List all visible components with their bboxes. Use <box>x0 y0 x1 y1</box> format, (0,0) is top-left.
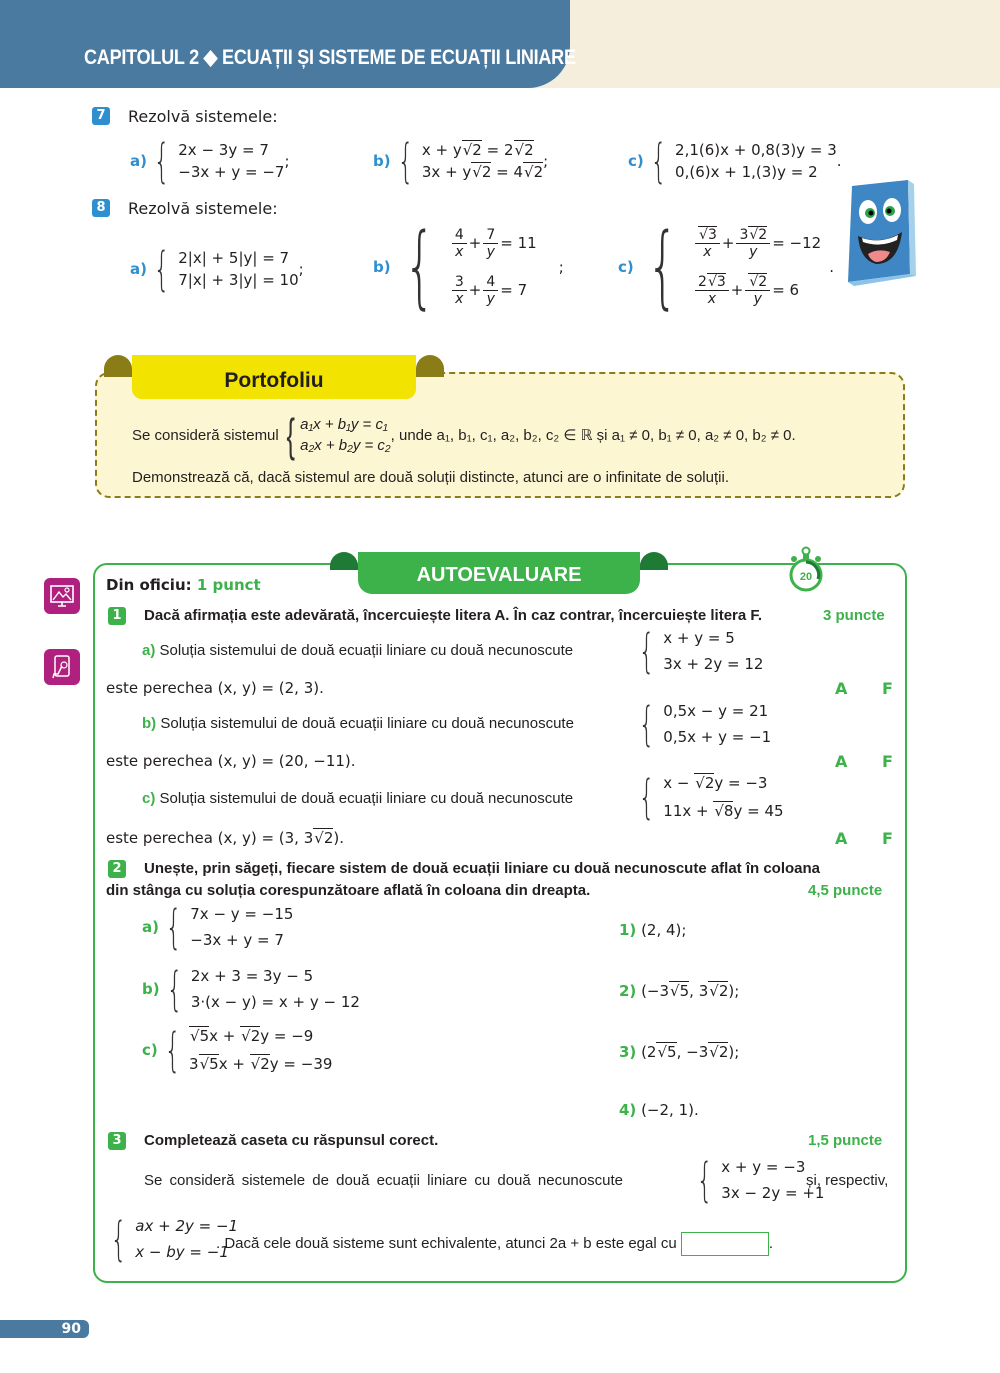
page-number: 90 <box>0 1320 89 1338</box>
root: √ 5 <box>656 1042 676 1061</box>
q1c-system <box>632 770 784 824</box>
chapter-title: CAPITOLUL 2 ◆ ECUAȚII ȘI SISTEME DE ECUAȚII LINIARE <box>84 46 576 69</box>
brace: { <box>696 1153 713 1207</box>
q2-system-b[interactable] <box>142 962 360 1016</box>
q2-system-c[interactable] <box>142 1023 333 1077</box>
q2a-eq2: −3x + y = 7 <box>190 931 284 949</box>
self-evaluation-title: AUTOEVALUARE <box>358 552 640 594</box>
fraction: √ $\frac{2}{y}$ <box>745 274 770 307</box>
portfolio-title: Portofoliu <box>132 355 416 399</box>
ex7c-eq2: 0,(6)x + 1,(3)y = 2 <box>675 163 818 181</box>
q1a-system <box>632 624 764 678</box>
ex8c-eq2: $\frac{2√ 3}{x}$ + √ $\frac{2}{y}$ = 6 <box>693 274 821 307</box>
ex8-label-a: a) <box>130 260 147 278</box>
root: √ 5 <box>669 981 689 1000</box>
ex7b-eq2-root2: √ 2 <box>523 162 543 181</box>
root: √ 2 <box>694 773 714 792</box>
q3-answer-box[interactable] <box>681 1232 769 1256</box>
fraction: $\frac{4}{x}$ <box>452 227 467 260</box>
ex8a-end: ; <box>298 260 304 278</box>
q1c-option-f[interactable]: F <box>882 829 893 848</box>
fraction: $\frac{2√ 3}{x}$ <box>695 274 729 307</box>
ex7c-eq1: 2,1(6)x + 0,8(3)y = 3 <box>675 141 837 159</box>
root: √ 5 <box>189 1026 209 1045</box>
brace: { <box>646 214 679 319</box>
din-oficiu-label: Din oficiu: <box>106 576 192 594</box>
root: √ 8 <box>713 801 733 820</box>
q1c-label: c) <box>142 790 156 807</box>
din-oficiu <box>106 576 261 594</box>
ex7-label-c: c) <box>628 152 644 170</box>
brace: { <box>397 134 414 188</box>
q3-text3: . Dacă cele două sisteme sunt echivalente, atunci 2a + b este egal cu <box>216 1234 677 1252</box>
q3-points: 1,5 puncte <box>808 1132 883 1149</box>
q3-text1: Se consideră sistemele de două ecuații liniare cu două necunoscute <box>144 1172 623 1189</box>
scroll-roll-left <box>330 552 358 570</box>
ex8c-rhs2: = 6 <box>772 281 800 299</box>
q1a-answer: este perechea (x, y) = (2, 3). <box>106 679 324 697</box>
q1c-stem <box>142 790 573 807</box>
ex8-system-c <box>618 214 834 319</box>
ex8a-eq1: 2|x| + 5|y| = 7 <box>178 249 290 267</box>
q2-solution-2[interactable]: 2) (−3√ 5, 3√ 2); <box>619 982 739 1000</box>
interactive-touch-icon[interactable] <box>44 649 80 685</box>
q1c-eq1: x − √ 2y = −3 <box>663 774 783 792</box>
ex7b-eq1-root: √ 2 <box>462 140 482 159</box>
digital-image-icon[interactable] <box>44 578 80 614</box>
ex7-system-a <box>130 134 290 188</box>
ex7-system-c <box>628 134 842 188</box>
q1a-label: a) <box>142 642 156 659</box>
header-band <box>0 0 570 88</box>
root: √ 3 <box>707 273 726 290</box>
q1a-eq2: 3x + 2y = 12 <box>663 655 764 673</box>
q1b-system <box>632 697 772 751</box>
q2-system-a[interactable] <box>142 900 294 954</box>
q2a-eq1: 7x − y = −15 <box>190 905 294 923</box>
q2c-eq1: √ 5x + √ 2y = −9 <box>189 1027 332 1045</box>
root: √ 2 <box>708 1042 728 1061</box>
scroll-roll-right <box>416 355 444 377</box>
root: √ 2 <box>748 226 767 243</box>
fraction: $\frac{3}{x}$ <box>452 274 467 307</box>
q1b-option-a[interactable]: A <box>835 752 848 771</box>
stopwatch-minutes: 20 <box>799 571 813 583</box>
ex8-system-b <box>373 214 564 319</box>
q2c-label: c) <box>142 1041 158 1059</box>
q1-prompt: Dacă afirmația este adevărată, încercuiește litera A. În caz contrar, încercuiește litera F. <box>144 607 763 624</box>
exercise-7-badge: 7 <box>92 107 110 125</box>
ex7-label-b: b) <box>373 152 391 170</box>
q1c-option-a[interactable]: A <box>835 829 848 848</box>
q3b-eq2: x − by = −1 <box>135 1243 229 1261</box>
root: √ 2 <box>240 1026 260 1045</box>
q2a-label: a) <box>142 918 159 936</box>
q2-prompt-line1: Unește, prin săgeți, fiecare sistem de două ecuații liniare cu două necunoscute aflat în coloana <box>144 860 821 877</box>
portfolio-statement <box>132 409 796 461</box>
ex7b-eq1-pre: x + y <box>421 141 462 159</box>
fraction: √ $\frac{3}{x}$ <box>695 227 720 260</box>
root: √ 3 <box>698 226 717 243</box>
q3-end: . <box>768 1234 774 1252</box>
q3-text3-line <box>216 1232 773 1256</box>
q2b-eq2: 3·(x − y) = x + y − 12 <box>190 993 360 1011</box>
q2-solution-4[interactable]: 4) (−2, 1). <box>619 1101 699 1119</box>
portfolio-eq1: a₁x + b₁y = c₁ <box>300 416 388 433</box>
ex8c-rhs1: = −12 <box>772 234 822 252</box>
q1c-eq2: 11x + √ 8y = 45 <box>663 802 783 820</box>
q2b-label: b) <box>142 980 160 998</box>
brace: { <box>164 1023 181 1077</box>
q1a-stem-text: Soluția sistemului de două ecuații liniare cu două necunoscute <box>159 642 574 659</box>
q1c-answer: este perechea (x, y) = (3, 3√ 2). <box>106 829 344 847</box>
q2-badge: 2 <box>108 860 126 878</box>
ex7b-eq2-pre: 3x + y <box>421 163 472 181</box>
q1a-eq1: x + y = 5 <box>663 629 735 647</box>
root: √ 2 <box>250 1054 270 1073</box>
ex8b-end: ; <box>558 258 564 276</box>
ex7-label-a: a) <box>130 152 147 170</box>
q3a-eq1: x + y = −3 <box>721 1158 806 1176</box>
portfolio-eq2: a₂x + b₂y = c₂ <box>300 437 391 454</box>
ex7b-end: ; <box>543 152 549 170</box>
ex7-system-b <box>373 134 549 188</box>
scroll-roll-left <box>104 355 132 377</box>
q3-badge: 3 <box>108 1132 126 1150</box>
q1b-eq2: 0,5x + y = −1 <box>663 728 772 746</box>
brace: { <box>153 134 170 188</box>
stopwatch-icon <box>786 545 826 593</box>
q1b-answer: este perechea (x, y) = (20, −11). <box>106 752 356 770</box>
brace: { <box>166 962 183 1016</box>
ex7a-end: ; <box>284 152 290 170</box>
exercise-8-badge: 8 <box>92 199 110 217</box>
ex8-label-b: b) <box>373 258 391 276</box>
q1-points: 3 puncte <box>823 607 885 624</box>
q3-system-a <box>690 1153 825 1207</box>
root: √ 2 <box>748 273 767 290</box>
ex7a-eq1: 2x − 3y = 7 <box>178 141 269 159</box>
ex8-label-c: c) <box>618 258 634 276</box>
exercise-8-prompt: Rezolvă sistemele: <box>128 199 278 218</box>
ex7c-end: . <box>836 152 842 170</box>
brace: { <box>286 409 295 461</box>
ex7b-eq1-root2: √ 2 <box>514 140 534 159</box>
ex7b-eq2 <box>422 163 543 181</box>
ex8c-end: . <box>829 258 834 276</box>
q1b-option-f[interactable]: F <box>882 752 893 771</box>
q2-prompt-line2: din stânga cu soluția corespunzătoare aflată în coloana din dreapta. <box>106 882 591 899</box>
portfolio-condition: , unde a₁, b₁, c₁, a₂, b₂, c₂ ∈ ℝ și a₁ ≠ 0, b₁ ≠ 0, a₂ ≠ 0, b₂ ≠ 0. <box>390 427 796 444</box>
ex7b-eq1 <box>422 141 543 159</box>
brace: { <box>165 900 182 954</box>
q2b-eq1: 2x + 3 = 3y − 5 <box>190 967 314 985</box>
q1b-stem-text: Soluția sistemului de două ecuații liniare cu două necunoscute <box>160 715 574 732</box>
ex8b-rhs2: = 7 <box>500 281 528 299</box>
q1-badge: 1 <box>108 607 126 625</box>
q1a-option-a[interactable]: A <box>835 679 848 698</box>
ex7b-eq1-mid: = 2 <box>481 141 514 159</box>
brace: { <box>638 624 655 678</box>
ex7a-eq2: −3x + y = −7 <box>178 163 285 181</box>
fraction: $\frac{3√ 2}{y}$ <box>736 227 770 260</box>
q1b-label: b) <box>142 715 157 732</box>
brace: { <box>638 770 655 824</box>
ex8-system-a <box>130 242 304 296</box>
q1a-stem <box>142 642 573 659</box>
q1b-eq1: 0,5x − y = 21 <box>663 702 769 720</box>
ex8b-eq1: $\frac{4}{x}$ + $\frac{7}{y}$ = 11 <box>450 227 537 260</box>
brace: { <box>153 242 170 296</box>
scroll-roll-right <box>640 552 668 570</box>
book-mascot-icon <box>842 178 918 288</box>
din-oficiu-points: 1 punct <box>196 576 261 594</box>
q3-text2: și, respectiv, <box>806 1172 889 1189</box>
brace: { <box>403 214 435 319</box>
ex8a-eq2: 7|x| + 3|y| = 10 <box>178 271 299 289</box>
exercise-7-prompt: Rezolvă sistemele: <box>128 107 278 126</box>
q2-points: 4,5 puncte <box>808 882 883 899</box>
portfolio-task: Demonstrează că, dacă sistemul are două soluții distincte, atunci are o infinitate de soluții. <box>132 469 729 486</box>
q2c-eq2: 3√ 5x + √ 2y = −39 <box>189 1055 332 1073</box>
ex7b-eq2-root: √ 2 <box>471 162 491 181</box>
ex8c-eq1: √ $\frac{3}{x}$ + $\frac{3√ 2}{y}$ = −12 <box>693 227 821 260</box>
portfolio-intro: Se consideră sistemul <box>132 426 279 444</box>
ex7b-eq2-mid: = 4 <box>491 163 524 181</box>
q2-solution-3[interactable]: 3) (2√ 5, −3√ 2); <box>619 1043 739 1061</box>
ex8b-eq2: $\frac{3}{x}$ + $\frac{4}{y}$ = 7 <box>450 274 537 307</box>
brace: { <box>638 697 655 751</box>
q3a-eq2: 3x − 2y = +1 <box>721 1184 825 1202</box>
q3b-eq1: ax + 2y = −1 <box>135 1217 239 1235</box>
fraction: $\frac{7}{y}$ <box>483 227 498 260</box>
root: √ 2 <box>708 981 728 1000</box>
root: √ 2 <box>313 828 333 847</box>
brace: { <box>650 134 667 188</box>
q1a-option-f[interactable]: F <box>882 679 893 698</box>
fraction: $\frac{4}{y}$ <box>483 274 498 307</box>
q1c-stem-text: Soluția sistemului de două ecuații liniare cu două necunoscute <box>159 790 574 807</box>
ex8b-rhs1: = 11 <box>500 234 537 252</box>
q1b-stem <box>142 715 574 732</box>
brace: { <box>110 1212 127 1266</box>
q3-prompt: Completează caseta cu răspunsul corect. <box>144 1132 439 1149</box>
root: √ 5 <box>199 1054 219 1073</box>
q2-solution-1[interactable]: 1) (2, 4); <box>619 921 687 939</box>
